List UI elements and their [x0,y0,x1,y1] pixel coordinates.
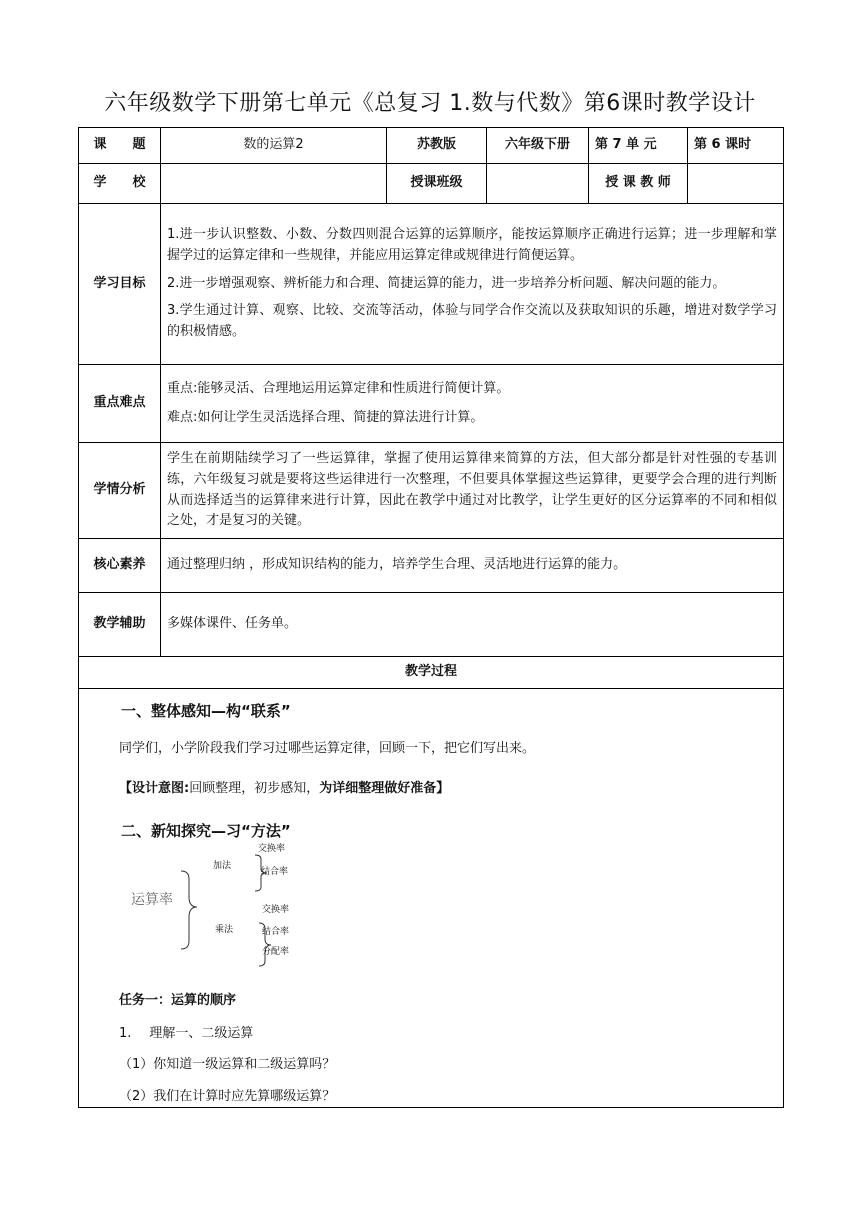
item1-number: 1. [119,1026,132,1041]
teacher-label: 授 课 教 师 [589,164,688,204]
row-aids [79,593,784,657]
tree-add-item-2: 结合率 [261,867,289,877]
literacy-label: 核心素养 [79,539,161,593]
analysis-label: 学情分析 [79,443,161,539]
task1-title: 任务一：运算的顺序 [119,993,237,1008]
key-points-label: 重点难点 [79,365,161,443]
tree-mul-item-2: 结合率 [262,927,290,937]
publisher-value: 苏教版 [387,128,487,164]
row-key-points [79,365,784,443]
row-literacy [79,539,784,593]
design-intent-mid: 回顾整理，初步感知， [189,781,320,796]
tree-mul-item-3: 分配率 [262,947,290,957]
tree-mul-item-1: 交换率 [262,905,290,915]
objective-3: 3.学生通过计算、观察、比较、交流等活动，体验与同学合作交流以及获取知识的乐趣，增进对数学学习的积极情感。 [167,302,777,339]
aids-label: 教学辅助 [79,593,161,657]
topic-value: 数的运算2 [161,128,387,164]
tree-mul: 乘法 [215,925,234,935]
root-brace-bottom [181,907,197,949]
unit-value: 第 7 单 元 [589,128,688,164]
key-points-content [161,365,784,443]
design-intent-open: 【设计意图: [119,781,190,796]
teacher-value [688,164,784,204]
lesson-number-value: 第 6 课时 [688,128,784,164]
key-point: 重点:能够灵活、合理地运用运算定律和性质进行简便计算。 [167,380,510,396]
tree-add-item-1: 交换率 [258,844,286,854]
process-header: 教学过程 [79,657,784,689]
school-label: 学 校 [79,164,161,204]
analysis-paragraph: 学生在前期陆续学习了一些运算律，掌握了使用运算律来简算的方法，但大部分都是针对性强的专基训练，六年级复习就是要将这些运律进行一次整理，不但要具体掌握这些运算律，更要学会合理的进行判断从而选择适当的运算律来进行计算，因此在教学中通过对比教学，让学生更好的区分运算率的不同和相似之处，才是复习的关键。 [167,450,777,529]
row-topic [79,128,784,164]
row-analysis [79,443,784,539]
section1-text: 同学们，小学阶段我们学习过哪些运算定律，回顾一下，把它们写出来。 [119,741,536,756]
lesson-plan-table [78,127,784,1108]
question-1: （1）你知道一级运算和二级运算吗？ [119,1057,336,1072]
aids-text: 多媒体课件、任务单。 [161,593,784,657]
tree-root: 运算率 [131,892,173,908]
item1-text: 理解一、二级运算 [149,1026,254,1041]
difficulty-point: 难点:如何让学生灵活选择合理、简捷的算法进行计算。 [167,409,484,425]
grade-value: 六年级下册 [487,128,589,164]
row-process-content [79,689,784,1108]
question-2: （2）我们在计算时应先算哪级运算？ [119,1089,336,1104]
section2-title: 二、新知探究—习“方法” [121,822,291,840]
row-objectives [79,204,784,365]
objectives-content [161,204,784,365]
objective-1: 1.进一步认识整数、小数、分数四则混合运算的运算顺序，能按运算顺序正确进行运算；进一步理解和掌握学过的运算定律和一些规律，并能应用运算定律或规律进行简便运算。 [167,227,777,264]
page-title: 六年级数学下册第七单元《总复习 1.数与代数》第6课时教学设计 [104,91,756,116]
tree-add: 加法 [213,861,232,871]
design-intent [119,779,449,800]
root-brace-top [181,871,197,907]
section1-title: 一、整体感知—构“联系” [121,702,291,720]
class-label: 授课班级 [387,164,487,204]
topic-label: 课 题 [79,128,161,164]
class-value [487,164,589,204]
objectives-label: 学习目标 [79,204,161,365]
row-process-header [79,657,784,689]
objective-2: 2.进一步增强观察、辨析能力和合理、简捷运算的能力，进一步培养分析问题、解决问题的能力。 [167,276,726,292]
process-content [79,689,784,1108]
design-intent-end: 为详细整理做好准备】 [319,781,450,796]
operation-law-tree [119,844,359,977]
row-school [79,164,784,204]
school-value [161,164,387,204]
literacy-text: 通过整理归纳 ，形成知识结构的能力，培养学生合理、灵活地进行运算的能力。 [161,539,784,593]
analysis-text [161,443,784,539]
item1 [119,1024,253,1045]
